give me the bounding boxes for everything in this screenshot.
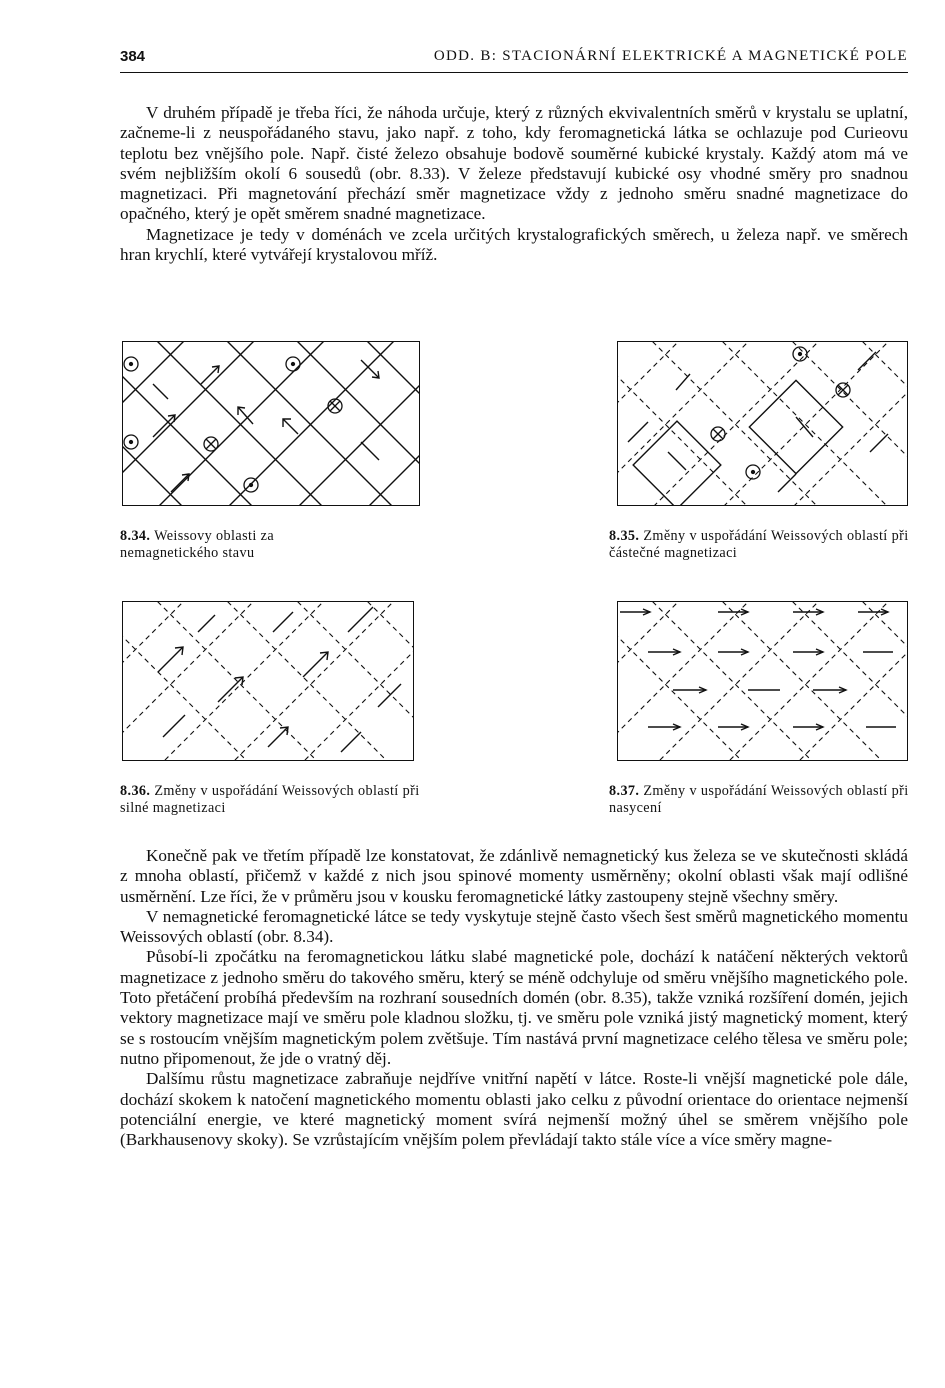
running-head: ODD. B: STACIONÁRNÍ ELEKTRICKÉ A MAGNETICKÉ POLE [433, 48, 908, 64]
paragraph: Konečně pak ve třetím případě lze konstatovat, že zdánlivě nemagnetický kus železa se ve skutečnosti skládá z mnoha oblastí, přičemž v každé z nich jsou spinové momenty usměrněny; okolní oblasti však mají odlišné usměrnění. Lze říci, že v průměru jsou v kousku feromagnetické látky zastoupeny stejně všechny směry. [120, 846, 908, 906]
caption-text: Weissovy oblasti za nemagnetického stavu [120, 528, 275, 561]
figure-8-36-drawing [123, 602, 414, 761]
bottom-text [120, 846, 908, 1150]
figure-number: 8.36. [120, 783, 151, 799]
caption-8-35 [609, 528, 909, 562]
caption-8-37 [609, 783, 909, 817]
figure-8-35-drawing [618, 342, 908, 506]
top-text [120, 103, 908, 265]
figure-8-35 [617, 341, 908, 506]
figure-8-37-drawing [618, 602, 908, 761]
header-rule [120, 72, 908, 73]
paragraph: V druhém případě je třeba říci, že náhoda určuje, který z různých ekvivalentních směrů v krystalu se uplatní, začneme-li z neuspořádaného stavu, jako např. z toho, kdy feromagnetická látka se ochlazuje pod Curieovu teplotu bez vnějšího pole. Např. čisté železo obsahuje bodově souměrné kubické krystaly. Každý atom má ve svém nejbližším okolí 6 sousedů (obr. 8.33). V železe představují kubické osy vhodné směry pro snadnou magnetizaci. Při magnetování přechází směr magnetizace vždy z jednoho směru snadné magnetizace do opačného, který je opět směrem snadné magnetizace. [120, 103, 908, 224]
page-number: 384 [120, 48, 146, 65]
paragraph: Působí-li zpočátku na feromagnetickou látku slabé magnetické pole, dochází k natáčení některých vektorů magnetizace z jednoho směru do takového směru, který se méně odchyluje od směru vnějšího magnetického pole. Toto přetáčení probíhá především na rozhraní sousedních domén (obr. 8.35), takže vzniká rozšíření domén, jejich vektory magnetizace mají ve směru pole kladnou složku, tj. ve směru pole vzniká jistý magnetický moment, který se s rostoucím vnějším magnetickým polem zvětšuje. Tím nastává první magnetizace celého tělesa ve směru pole; nutno připomenout, že jde o vratný děj. [120, 947, 908, 1068]
paragraph: V nemagnetické feromagnetické látce se tedy vyskytuje stejně často všech šest směrů magnetického momentu Weissových oblastí (obr. 8.34). [120, 906, 908, 947]
figure-number: 8.35. [609, 528, 640, 544]
figure-8-34 [122, 341, 420, 506]
caption-8-36 [120, 783, 430, 817]
figure-8-37 [617, 601, 908, 761]
paragraph: Magnetizace je tedy v doménách ve zcela určitých krystalografických směrech, u železa např. ve směrech hran krychlí, které vytvářejí krystalovou mříž. [120, 224, 908, 265]
caption-text: Změny v uspořádání Weissových oblastí při částečné magnetizaci [609, 528, 909, 561]
page-header [120, 48, 908, 70]
figure-number: 8.37. [609, 783, 640, 799]
caption-text: Změny v uspořádání Weissových oblastí při silné magnetizaci [120, 783, 420, 816]
figure-number: 8.34. [120, 528, 151, 544]
figure-8-36 [122, 601, 414, 761]
caption-8-34 [120, 528, 350, 562]
paragraph: Dalšímu růstu magnetizace zabraňuje nejdříve vnitřní napětí v látce. Roste-li vnější magnetické pole dále, dochází skokem k natočení magnetického momentu oblasti jako celku z původní orientace do orientace nejmenší potenciální energie, ve které magnetický moment svírá nejmenší možný úhel se směrem vnějšího pole (Barkhausenovy skoky). Se vzrůstajícím vnějším polem převládají takto stále více a více směry magne- [120, 1069, 908, 1150]
caption-text: Změny v uspořádání Weissových oblastí při nasycení [609, 783, 909, 816]
figure-8-34-drawing [123, 342, 420, 506]
